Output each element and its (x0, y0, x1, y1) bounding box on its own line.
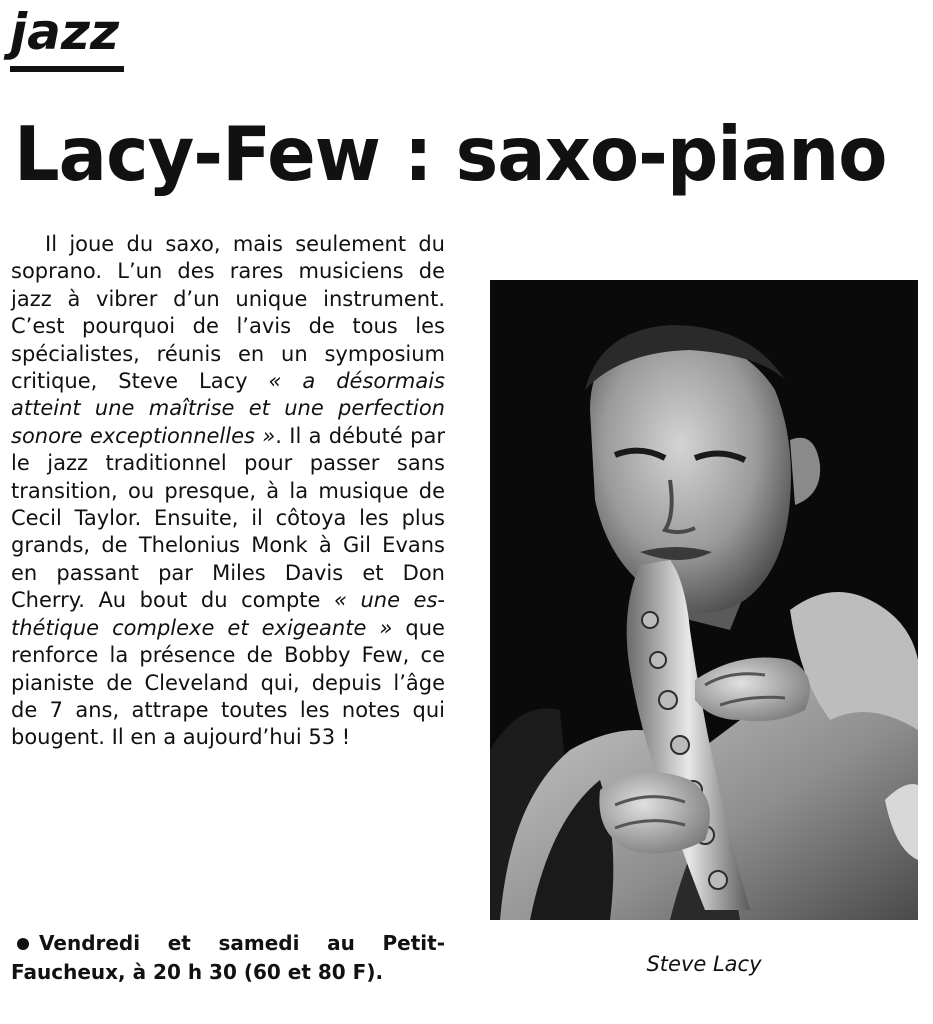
quote-aesthetic: « une esthétique complexe et exigeante » (11, 588, 445, 640)
bullet-icon (17, 938, 29, 950)
photo-caption: Steve Lacy (646, 952, 762, 976)
photo-of-saxophonist (490, 280, 918, 920)
section-tag: jazz (10, 3, 120, 61)
section-rule (10, 66, 124, 72)
article-text-part-2: . Il a débuté par le jazz traditionnel pour passer sans transition, ou presque, à la musique de Cecil Taylor. Ensuite, il côtoya les plus grands, de Thelonius Monk à Gil Evans en passant par Miles Davis et Don Cherry. Au bout du compte (11, 423, 445, 613)
practical-info (11, 929, 445, 987)
photo-illustration (490, 280, 918, 920)
article-body (11, 231, 445, 752)
article-text-part-1: Il joue du saxo, mais seulement du soprano. L’un des rares musiciens de jazz à vibrer d’un unique instrument. C’est pourquoi de l’avis de tous les spécialistes, réunis en un symposium critique, Steve Lacy (11, 232, 445, 394)
quote-critics: « a désormais atteint une maîtrise et une perfection sonore exceptionnelles » (11, 369, 445, 448)
article-text-part-3: que renforce la présence de Bobby Few, ce pianiste de Cleveland qui, depuis l’âge de 7 ans, attrape toutes les notes qui bougent. Il en a aujourd’hui 53 ! (11, 615, 445, 750)
practical-info-text: Vendredi et samedi au Petit-Faucheux, à 20 h 30 (60 et 80 F). (11, 931, 445, 984)
headline: Lacy-Few : saxo-piano (14, 110, 887, 198)
